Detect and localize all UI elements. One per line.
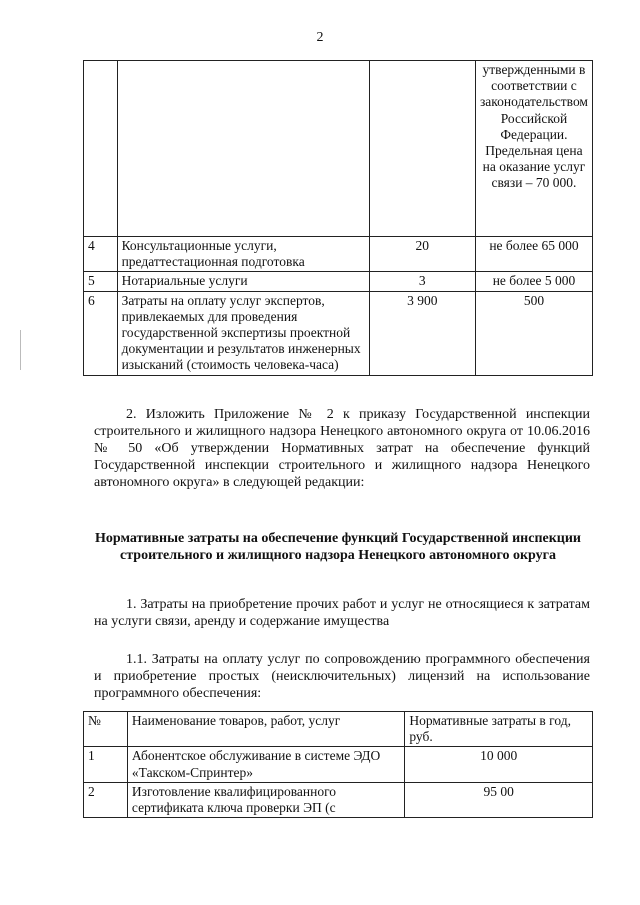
paragraph-2: 2. Изложить Приложение № 2 к приказу Государственной инспекции строительного и жилищного надзора Ненецкого автономного округа от 10.06.2016 № 50 «Об утверждении Нормативных затрат на обеспечение функций Государственной инспекции строительного и жилищного надзора Ненецкого автономного округа» в следующей редакции: xyxy=(94,407,590,491)
software-costs-table xyxy=(83,711,593,818)
section-heading: Нормативные затраты на обеспечение функций Государственной инспекции строительного и жилищного надзора Ненецкого автономного округа xyxy=(95,531,581,564)
cell-name: Консультационные услуги, предаттестационная подготовка xyxy=(117,237,369,272)
cell-qty: 3 900 xyxy=(369,291,475,375)
cell-num: 6 xyxy=(84,291,118,375)
cell-num: 1 xyxy=(84,747,128,782)
header-num: № xyxy=(84,712,128,747)
cell-num: 4 xyxy=(84,237,118,272)
cell-price: не более 65 000 xyxy=(475,237,592,272)
cell-qty: 3 xyxy=(369,272,475,291)
cell-num xyxy=(84,61,118,237)
header-name: Наименование товаров, работ, услуг xyxy=(127,712,404,747)
cell-price: утвержденными в соответствии с законодательством Российской Федерации. Предельная цена на оказание услуг связи – 70 000. xyxy=(475,61,592,237)
section-1-text: 1. Затраты на приобретение прочих работ и услуг не относящиеся к затратам на услуги связи, аренду и содержание имущества xyxy=(94,597,590,630)
cell-cost: 10 000 xyxy=(405,747,593,782)
cell-price: не более 5 000 xyxy=(475,272,592,291)
cell-num: 5 xyxy=(84,272,118,291)
table-row xyxy=(84,237,593,272)
cell-name: Нотариальные услуги xyxy=(117,272,369,291)
table-row xyxy=(84,272,593,291)
costs-table-continued xyxy=(83,60,593,376)
cell-name: Изготовление квалифицированного сертификата ключа проверки ЭП (с xyxy=(127,782,404,817)
cell-qty: 20 xyxy=(369,237,475,272)
margin-mark xyxy=(20,330,21,370)
page-number: 2 xyxy=(316,30,324,45)
table-header-row xyxy=(84,712,593,747)
section-1-1-text: 1.1. Затраты на оплату услуг по сопровождению программного обеспечения и приобретение простых (неисключительных) лицензий на использование программного обеспечения: xyxy=(94,652,590,702)
cell-name: Затраты на оплату услуг экспертов, привлекаемых для проведения государственной экспертизы проектной документации и результатов инженерных изысканий (стоимость человека-часа) xyxy=(117,291,369,375)
table-row xyxy=(84,61,593,237)
cell-price: 500 xyxy=(475,291,592,375)
cell-qty xyxy=(369,61,475,237)
table-row xyxy=(84,747,593,782)
table-row xyxy=(84,291,593,375)
cell-num: 2 xyxy=(84,782,128,817)
cell-name xyxy=(117,61,369,237)
table-row xyxy=(84,782,593,817)
header-cost: Нормативные затраты в год, руб. xyxy=(405,712,593,747)
cell-cost: 95 00 xyxy=(405,782,593,817)
cell-name: Абонентское обслуживание в системе ЭДО «Такском-Спринтер» xyxy=(127,747,404,782)
